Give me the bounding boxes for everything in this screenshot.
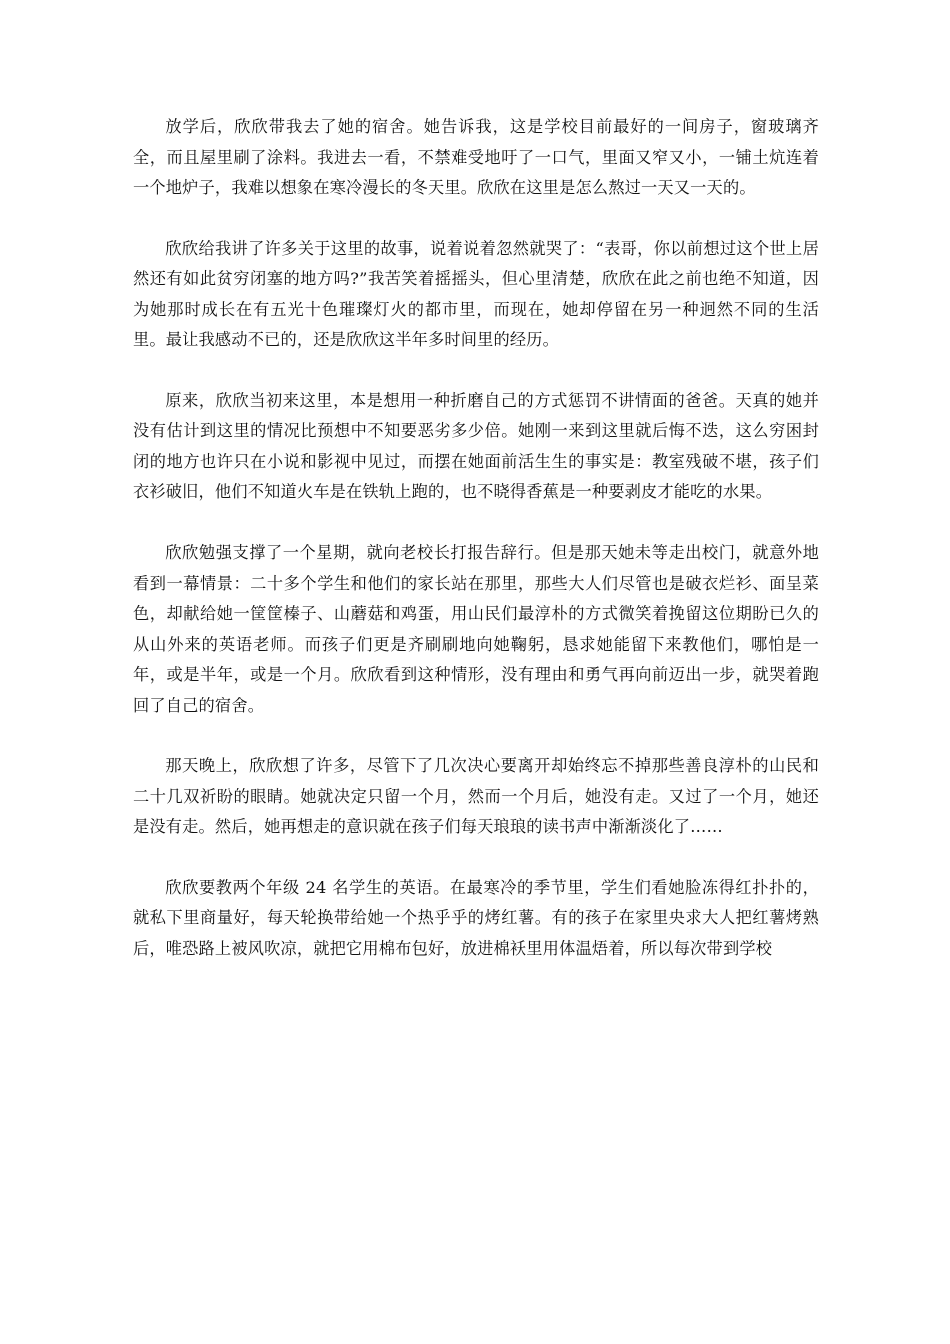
paragraph-dormitory: 放学后，欣欣带我去了她的宿舍。她告诉我，这是学校目前最好的一间房子，窗玻璃齐全，而且屋里刷了涂料。我进去一看，不禁难受地吁了一口气，里面又窄又小，一铺土炕连着一个地炉子，我难以想象在寒冷漫长的冬天里。欣欣在这里是怎么熬过一天又一天的。	[133, 117, 819, 197]
paragraph-sweet-potato: 欣欣要教两个年级 24 名学生的英语。在最寒冷的季节里，学生们看她脸冻得红扑扑的，就私下里商量好，每天轮换带给她一个热乎乎的烤红薯。有的孩子在家里央求大人把红薯烤熟后，唯恐路上被风吹凉，就把它用棉布包好，放进棉袄里用体温焐着，所以每次带到学校	[133, 877, 819, 958]
document-page	[133, 112, 819, 995]
paragraph-farewell: 欣欣勉强支撑了一个星期，就向老校长打报告辞行。但是那天她未等走出校门，就意外地看到一幕情景：二十多个学生和他们的家长站在那里，那些大人们尽管也是破衣烂衫、面呈菜色，却献给她一筐筐榛子、山蘑菇和鸡蛋，用山民们最淳朴的方式微笑着挽留这位期盼已久的从山外来的英语老师。而孩子们更是齐刷刷地向她鞠躬，恳求她能留下来教他们，哪怕是一年，或是半年，或是一个月。欣欣看到这种情形，没有理由和勇气再向前迈出一步，就哭着跑回了自己的宿舍。	[133, 543, 819, 715]
paragraph-origin: 原来，欣欣当初来这里，本是想用一种折磨自己的方式惩罚不讲情面的爸爸。天真的她并没有估计到这里的情况比预想中不知要恶劣多少倍。她刚一来到这里就后悔不迭，这么穷困封闭的地方也许只在小说和影视中见过，而摆在她面前活生生的事实是：教室残破不堪，孩子们衣衫破旧，他们不知道火车是在铁轨上跑的，也不晓得香蕉是一种要剥皮才能吃的水果。	[133, 390, 819, 502]
paragraph-stories: 欣欣给我讲了许多关于这里的故事，说着说着忽然就哭了：“表哥，你以前想过这个世上居然还有如此贫穷闭塞的地方吗?”我苦笑着摇摇头，但心里清楚，欣欣在此之前也绝不知道，因为她那时成长在有五光十色璀璨灯火的都市里，而现在，她却停留在另一种迥然不同的生活里。最让我感动不已的，还是欣欣这半年多时间里的经历。	[133, 238, 819, 350]
paragraph-decision: 那天晚上，欣欣想了许多，尽管下了几次决心要离开却始终忘不掉那些善良淳朴的山民和二十几双祈盼的眼睛。她就决定只留一个月，然而一个月后，她没有走。又过了一个月，她还是没有走。然后，她再想走的意识就在孩子们每天琅琅的读书声中渐渐淡化了……	[133, 756, 819, 837]
